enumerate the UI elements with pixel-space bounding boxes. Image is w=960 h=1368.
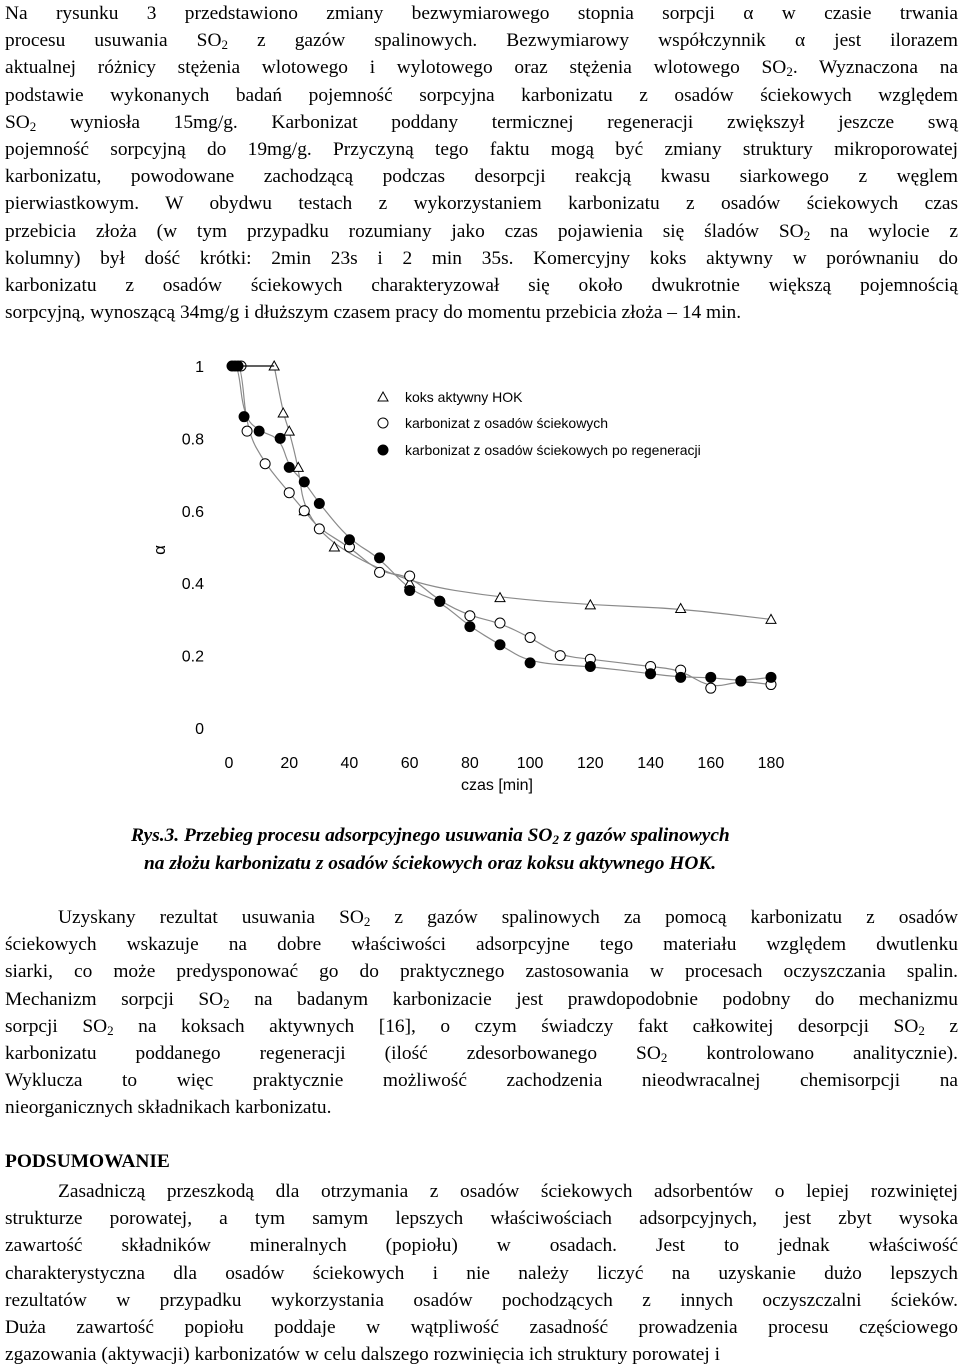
legend-marker <box>378 445 388 455</box>
text-line: Na rysunku 3 przedstawiono zmiany bezwymiarowego stopnia sorpcji α w czasie trwania <box>5 3 958 24</box>
data-point <box>495 640 505 650</box>
data-point <box>375 553 385 563</box>
text-line: Mechanizm sorpcji $SO_2$ na badanym karbonizacie jest prawdopodobnie podobny do mechanizmu <box>5 988 958 1011</box>
text-line: sorpcji $SO_2$ na koksach aktywnych [16], o czym świadczy fakt całkowitej desorpcji $SO_2$ z <box>5 1015 958 1038</box>
trend-line <box>274 366 771 619</box>
legend-marker <box>378 418 388 428</box>
text-line: siarki, co może predysponować go do praktycznego zastosowania w procesach oczyszczania spalin. <box>5 961 958 983</box>
data-point <box>405 585 415 595</box>
text-line: procesu usuwania $SO_2$ z gazów spalinowych. Bezwymiarowy współczynnik α jest ilorazem <box>5 30 958 53</box>
x-axis-label: czas [min] <box>460 777 534 794</box>
data-point <box>284 426 294 435</box>
data-point <box>585 661 595 671</box>
text-line: karbonizatu poddanego regeneracji (ilość zdesorbowanego $SO_2$ kontrolowano analitycznie). <box>5 1042 958 1065</box>
x-tick-label: 80 <box>460 755 479 772</box>
data-point <box>676 604 686 613</box>
section-heading-summary: PODSUMOWANIE <box>5 1151 170 1172</box>
paragraph-summary <box>5 1178 958 1368</box>
text-line: charakterystyczna dla osadów ściekowych i nie należy liczyć na uzyskanie dużo lepszych <box>5 1262 958 1284</box>
text-line: pierwiastkowym. W obydwu testach z wykorzystaniem karbonizatu z osadów ściekowych czas <box>5 193 958 215</box>
x-tick-label: 140 <box>637 755 664 772</box>
data-point <box>239 412 249 422</box>
data-point <box>329 542 339 551</box>
text-line: ściekowych wskazuje na dobre właściwości adsorpcyjne tego materiału względem dwutlenku <box>5 934 958 956</box>
data-point <box>284 462 294 472</box>
data-point <box>706 683 716 693</box>
text-line: sorpcyjną, wynoszącą 34mg/g i dłuższym czasem pracy do momentu przebicia złoża – 14 min. <box>5 302 742 324</box>
y-tick-label: 0.2 <box>181 648 204 666</box>
text-line: aktualnej różnicy stężenia wlotowego i wylotowego oraz stężenia wlotowego $SO_2$. Wyznaczona na <box>5 57 958 80</box>
paragraph-results <box>5 904 958 1122</box>
data-point <box>525 658 535 668</box>
y-tick-label: 0.6 <box>181 503 204 521</box>
text-line: Wyklucza to więc praktycznie możliwość zachodzenia nieodwracalnej chemisorpcji na <box>5 1070 958 1092</box>
data-point <box>495 618 505 628</box>
data-point <box>242 426 252 436</box>
x-tick-label: 60 <box>400 755 419 772</box>
data-point <box>344 535 354 545</box>
data-point <box>736 676 746 686</box>
text-line: Uzyskany rezultat usuwania $SO_2$ z gazów spalinowych za pomocą karbonizatu z osadów <box>58 907 959 929</box>
text-line: zawartość składników mineralnych (popiołu) w osadach. Jest to jednak właściwość <box>5 1235 958 1257</box>
x-tick-label: 0 <box>224 755 234 772</box>
data-point <box>375 567 385 577</box>
data-point <box>405 571 415 581</box>
y-tick-label: 0 <box>195 721 204 738</box>
data-point <box>314 499 324 509</box>
y-axis-label: α <box>150 545 169 555</box>
data-point <box>435 596 445 606</box>
data-point <box>706 672 716 682</box>
data-point <box>465 622 475 632</box>
data-point <box>275 433 285 443</box>
x-tick-label: 180 <box>757 755 785 772</box>
data-point <box>293 462 303 471</box>
data-point <box>299 506 309 516</box>
y-tick-label: 1 <box>195 359 204 376</box>
text-line: karbonizatu, powodowane zachodzącą podczas desorpcji reakcją kwasu siarkowego z węglem <box>5 166 958 188</box>
data-point <box>254 426 264 436</box>
text-line: kolumny) był dość krótki: 2min 23s i 2 min 35s. Komercyjny koks aktywny w porównaniu do <box>5 247 958 269</box>
y-tick-label: 0.4 <box>181 576 204 594</box>
text-line: zgazowania (aktywacji) karbonizatów w celu dalszego rozwinięcia ich struktury porowatej i <box>5 1344 721 1366</box>
legend-label: koks aktywny HOK <box>405 389 523 405</box>
legend-label: karbonizat z osadów ściekowych po regeneracji <box>405 442 701 458</box>
data-point <box>646 669 656 679</box>
x-tick-label: 100 <box>516 755 544 772</box>
text-line: Duża zawartość popiołu poddaje w wątpliwość zasadność prowadzenia procesu częściowego <box>5 1316 958 1338</box>
paragraph-sorption-description <box>5 0 958 326</box>
data-point <box>284 488 294 498</box>
x-tick-label: 20 <box>280 755 299 772</box>
x-tick-label: 120 <box>576 755 604 772</box>
x-tick-label: 160 <box>697 755 725 772</box>
figure-caption <box>131 822 730 877</box>
text-line: strukturze porowatej, a tym samym lepszych właściwościach adsorpcyjnych, jest zbyt wysoka <box>5 1208 958 1230</box>
text-line: rezultatów w przypadku wykorzystania osadów pochodzących z innych oczyszczalni ścieków. <box>5 1289 958 1311</box>
data-point <box>465 611 475 621</box>
text-line: nieorganicznych składnikach karbonizatu. <box>5 1097 332 1119</box>
data-point <box>260 459 270 469</box>
data-point <box>555 651 565 661</box>
text-line: Zasadniczą przeszkodą dla otrzymania z osadów ściekowych adsorbentów o lepiej rozwiniętej <box>58 1181 958 1202</box>
trend-line <box>232 366 771 680</box>
data-point <box>525 633 535 643</box>
data-point <box>299 477 309 487</box>
text-line: pojemność sorpcyjną do 19mg/g. Przyczyną tego faktu mogą być zmiany struktury mikroporowatej <box>5 138 958 160</box>
data-point <box>314 524 324 534</box>
text-line: przebicia złoża (w tym przypadku rozumiany jako czas pojawienia się śladów $SO_2$ na wylocie z <box>5 220 959 243</box>
data-point <box>278 408 288 417</box>
figure-caption-line-2: na złożu karbonizatu z osadów ściekowych oraz koksu aktywnego HOK. <box>144 852 717 874</box>
text-line: podstawie wykonanych badań pojemność sorpcyjna karbonizatu z osadów ściekowych względem <box>5 84 958 106</box>
data-point <box>766 672 776 682</box>
figure-caption-line-1: Rys.3. Przebieg procesu adsorpcyjnego usuwania $SO_2$ z gazów spalinowych <box>131 825 730 847</box>
data-point <box>676 672 686 682</box>
sorption-chart <box>0 350 960 810</box>
x-tick-label: 40 <box>340 755 359 772</box>
legend-label: karbonizat z osadów ściekowych <box>405 415 609 431</box>
y-tick-label: 0.8 <box>181 431 204 449</box>
legend-marker <box>378 392 388 401</box>
text-line: $SO_2$ wyniosła 15mg/g. Karbonizat poddany termicznej regeneracji zwiększył jeszcze swą <box>5 111 958 134</box>
text-line: karbonizatu z osadów ściekowych charakteryzował się około dwukrotnie większą pojemnością <box>5 274 958 296</box>
